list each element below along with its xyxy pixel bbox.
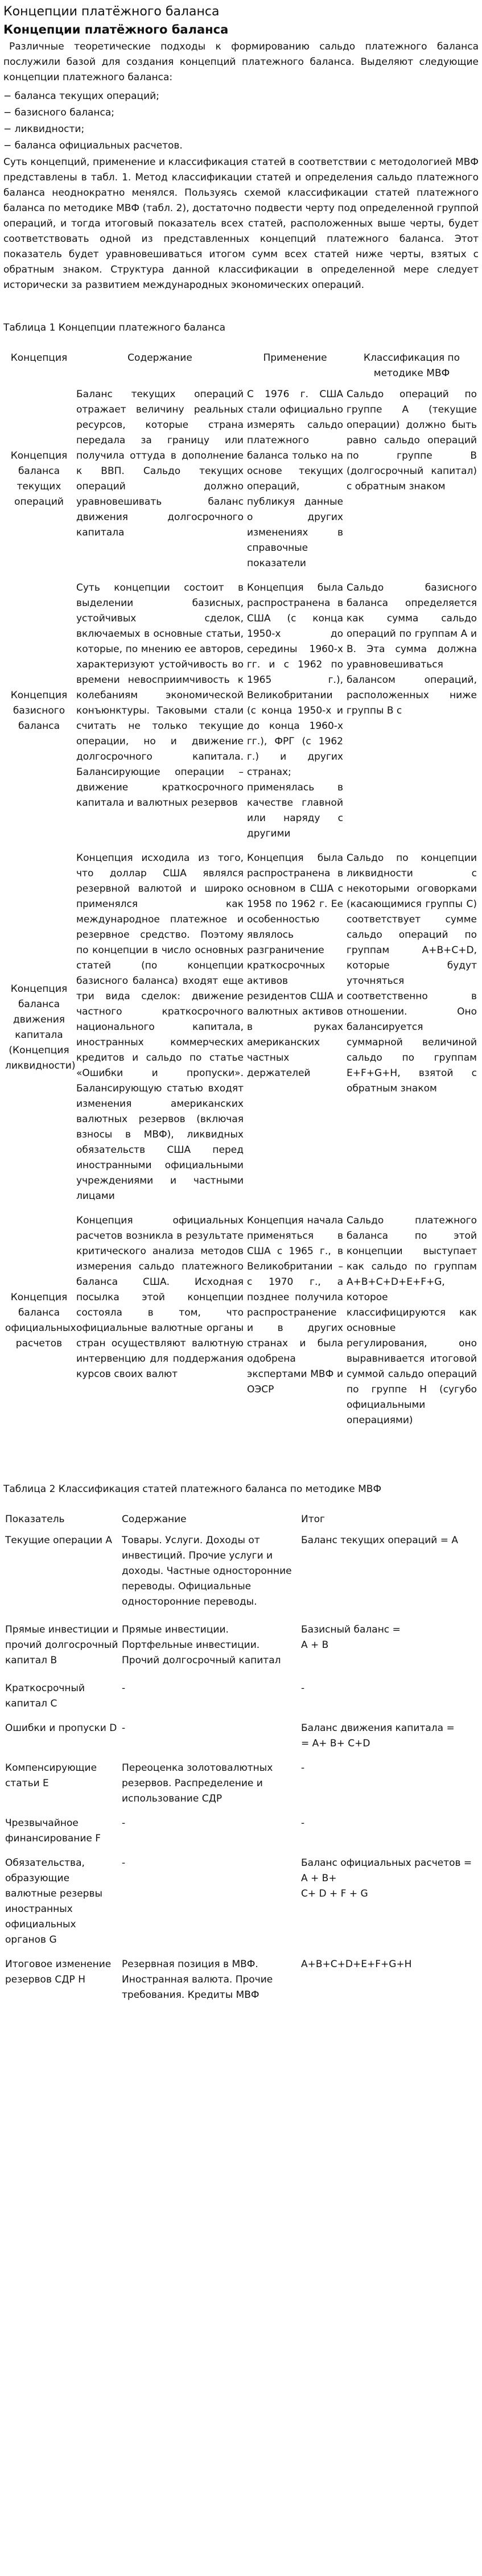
total-cell <box>299 1528 479 1614</box>
concept-content: Концепция официальных расчетов возникла в результате критического анализа методов измерения сальдо платежного баланса США. Исходная посылка этой концепции состояла в том, что официальные валютные органы стран осуществляют валютную интервенцию для поддержания курсов своих валют <box>76 1215 244 1380</box>
concept-content: Концепция исходила из того, что доллар США являлся резервной валютой и широко применялся как международное платежное и резервное средство. Поэтому по концепции в число основных статей (по концепции базисного баланса) входят еще три вида сделок: движение частного краткосрочного национального капитала, иностранных коммерческих кредитов и сальдо по статье «Ошибки и пропуски». Балансирующую статью входят изменения американских валютных резервов (включая взносы в МВФ), ликвидных обязательств США перед иностранными официальными учреждениями и частными лицами <box>76 852 244 1202</box>
content-cell: - <box>122 1683 126 1694</box>
column-header: Показатель <box>5 1514 65 1525</box>
list-item: − базисного баланса; <box>3 107 115 118</box>
document-subtitle: Концепции платёжного баланса <box>3 23 229 36</box>
total-line: Баланс официальных расчетов = А + В+ <box>301 1857 472 1884</box>
total-line: Базисный баланс = <box>301 1624 401 1635</box>
indicator-cell: Обязательства, образующие валютные резервы иностранных официальных органов G <box>5 1857 102 1946</box>
total-cell <box>299 1756 479 1811</box>
content-cell: - <box>122 1857 126 1869</box>
table2-caption: Таблица 2 Классификация статей платежного баланса по методике МВФ <box>3 1483 382 1495</box>
list-item: − баланса официальных расчетов. <box>3 140 183 151</box>
concept-name: Концепция баланса официальных расчетов <box>5 1292 76 1349</box>
column-header: Классификация по методике МВФ <box>363 352 460 379</box>
content-cell: Товары. Услуги. Доходы от инвестиций. Прочие услуги и доходы. Частные односторонние переводы. Официальные односторонние переводы. <box>122 1535 292 1608</box>
table-row <box>3 1716 479 1756</box>
concept-name: Концепция баланса движения капитала (Концепция ликвидности) <box>5 983 76 1071</box>
table-row <box>3 1614 479 1676</box>
total-line: - <box>301 1817 305 1829</box>
total-cell <box>299 1716 479 1756</box>
table-row <box>3 1811 479 1851</box>
concepts-table <box>3 349 479 1433</box>
concept-application: Концепция была распространена в США (с конца 1950-х до середины 1960-х гг. и с 1962 по 1965 г.), Великобритании (с конца 1950-х и до конца 1960-х гг.), ФРГ (с 1962 г.) и других странах; применялась в качестве главной или наряду с другими <box>247 582 343 839</box>
table-row <box>3 1528 479 1614</box>
table-row <box>3 1952 479 2008</box>
table-row <box>3 1209 479 1433</box>
concept-classification: Сальдо по концепции ликвидности с некоторыми оговорками (касающимися группы С) соответствует сумме сальдо операций по группам А+В+С+D, которые будут уточняться соответственно в отношении. Оно балансируется суммарной величиной сальдо по группам E+F+G+H, взятой с обратным знаком <box>347 852 477 1094</box>
document-title: Концепции платёжного баланса <box>3 5 220 19</box>
indicator-cell: Ошибки и пропуски D <box>5 1722 117 1734</box>
list-item: − баланса текущих операций; <box>3 90 159 102</box>
column-header: Итог <box>301 1514 325 1525</box>
total-line: Баланс движения капитала = <box>301 1722 455 1734</box>
column-header: Концепция <box>10 352 68 364</box>
indicator-cell: Чрезвычайное финансирование F <box>5 1817 101 1844</box>
total-line: А + В <box>301 1639 329 1651</box>
column-header: Содержание <box>122 1514 187 1525</box>
content-cell: Переоценка золотовалютных резервов. Распределение и использование СДР <box>122 1762 273 1804</box>
table-row <box>3 576 479 846</box>
concept-application: С 1976 г. США стали официально измерять сальдо платежного баланса только на основе текущих операций, публикуя данные о других изменениях в справочные показатели <box>247 389 343 569</box>
total-cell <box>299 1676 479 1716</box>
concept-content: Баланс текущих операций отражает величину реальных ресурсов, которые страна передала за границу или получила оттуда в дополнение к ВВП. Сальдо текущих операций должно уравновешивать баланс движения долгосрочного капитала <box>76 389 244 538</box>
content-cell: - <box>122 1722 126 1734</box>
classification-table <box>3 1511 479 2008</box>
indicator-cell: Текущие операции А <box>5 1535 112 1546</box>
total-line: = А+ В+ С+D <box>301 1738 370 1749</box>
column-header: Содержание <box>127 352 192 364</box>
table-row <box>3 1851 479 1952</box>
indicator-cell: Итоговое изменение резервов СДР Н <box>5 1959 112 1985</box>
concept-content: Суть концепции состоит в выделении базисных, устойчивых сделок, включаемых в основные статьи, которые, по мнению ее авторов, характеризуют устойчивость во времени невосприимчивость к колебаниям экономической конъюнктуры. Таковыми стали считать не только текущие операции, но и движение долгосрочного капитала. Балансирующие операции – движение краткосрочного капитала и валютных резервов <box>76 582 244 809</box>
total-line: - <box>301 1683 305 1694</box>
concept-name: Концепция базисного баланса <box>10 690 68 732</box>
total-cell <box>299 1614 479 1676</box>
indicator-cell: Прямые инвестиции и прочий долгосрочный капитал В <box>5 1624 118 1666</box>
total-cell <box>299 1811 479 1851</box>
intro-paragraph: Различные теоретические подходы к формированию сальдо платежного баланса послужили базой для создания концепций платежного баланса. Выделяют следующие концепции платежного баланса: <box>3 41 479 83</box>
concept-application: Концепция была распространена в основном в США с 1958 по 1962 г. Ее особенностью являлось разграничение краткосрочных активов резидентов США и валютных активов в руках американских частных держателей <box>247 852 343 1079</box>
list-item: − ликвидности; <box>3 123 85 135</box>
table-row <box>3 382 479 576</box>
table-row <box>3 846 479 1209</box>
concept-name: Концепция баланса текущих операций <box>10 450 68 508</box>
concept-classification: Сальдо операций по группе А (текущие операции) должно быть равно сальдо операций по группе В (долгосрочный капитал) с обратным знаком <box>347 389 477 492</box>
total-cell <box>299 1952 479 2008</box>
total-line: - <box>301 1762 305 1774</box>
column-header: Применение <box>263 352 327 364</box>
table-header-row <box>3 1511 479 1528</box>
content-cell: Резервная позиция в МВФ. Иностранная валюта. Прочие требования. Кредиты МВФ <box>122 1959 273 2001</box>
concept-classification: Сальдо базисного баланса определяется как сумма сальдо операций по группам А и В. Эта сумма должна уравновешиваться балансом операций, расположенных ниже группы В с <box>347 582 477 716</box>
body-paragraph: Суть концепций, применение и классификация статей в соответствии с методологией МВФ представлены в табл. 1. Метод классификации статей и определения сальдо платежного баланса неоднократно менялся. Пользуясь схемой классификации статей платежного баланса по методике МВФ (табл. 2), достаточно подвести черту под определенной группой операций, и тогда итоговый показатель всех статей, расположенных выше черты, будет соответствовать одной из представленных концепций платежного баланса. Этот показатель будет уравновешиваться итогом сумм всех статей ниже черты, взятых с обратным знаком. Структура данной классификации в определенной мере следует исторически за развитием международных экономических операций. <box>3 156 479 291</box>
total-line: Баланс текущих операций = А <box>301 1535 458 1546</box>
indicator-cell: Компенсирующие статьи Е <box>5 1762 97 1789</box>
table-header-row <box>3 349 479 382</box>
table-row <box>3 1756 479 1811</box>
indicator-cell: Краткосрочный капитал С <box>5 1683 85 1709</box>
concept-classification: Сальдо платежного баланса по этой концепции выступает как сальдо по группам А+В+С+D+E+F+G, которое классифицируются как основные регулирования, оно выравнивается итоговой суммой сальдо операций по группе H (сугубо официальными операциями) <box>347 1215 477 1426</box>
table1-caption: Таблица 1 Концепции платежного баланса <box>3 322 226 333</box>
content-cell: Прямые инвестиции. Портфельные инвестиции. Прочий долгосрочный капитал <box>122 1624 281 1666</box>
concept-list <box>3 89 479 154</box>
total-line: А+В+С+D+E+F+G+H <box>301 1959 412 1970</box>
concept-application: Концепция начала применяться в США с 1965 г., в Великобритании – с 1970 г., а позднее получила распространение и в других странах и была одобрена экспертами МВФ и ОЭСР <box>247 1215 343 1395</box>
content-cell: - <box>122 1817 126 1829</box>
total-line: C+ D + F + G <box>301 1888 368 1899</box>
total-cell <box>299 1851 479 1952</box>
table-row <box>3 1676 479 1716</box>
